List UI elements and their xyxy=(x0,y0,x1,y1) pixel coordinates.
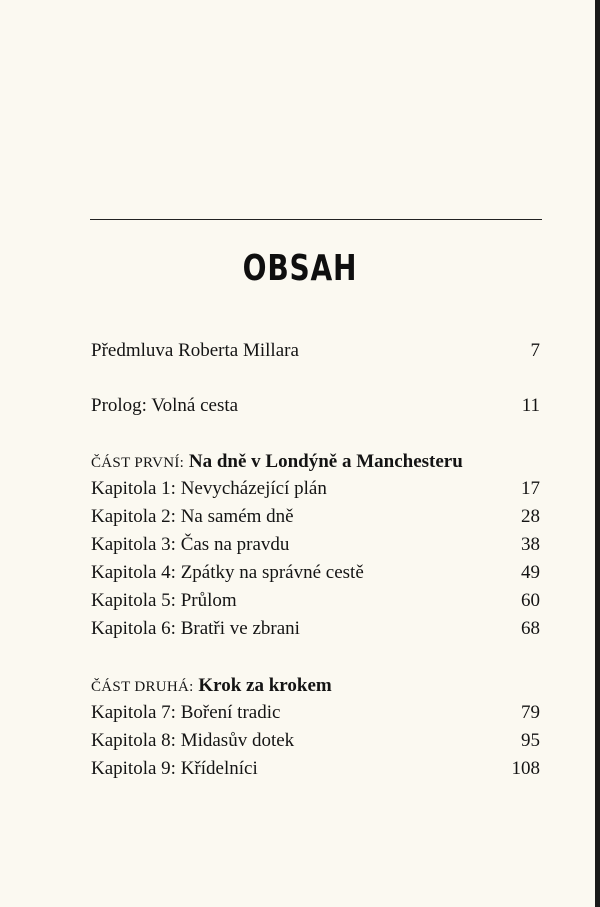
toc-entry xyxy=(91,560,540,586)
part-prefix: ČÁST DRUHÁ: xyxy=(91,679,194,695)
header-rule xyxy=(90,219,542,220)
toc-entry-page: 49 xyxy=(521,562,540,583)
toc-entry-page: 7 xyxy=(530,340,540,361)
toc-entry xyxy=(91,476,540,502)
toc-entry-label: Prolog: Volná cesta xyxy=(91,395,239,416)
toc-entry-label: Předmluva Roberta Millara xyxy=(91,340,299,361)
toc-entry-label: Kapitola 7: Boření tradic xyxy=(91,702,281,723)
toc-entry xyxy=(91,588,540,614)
toc-entry-page: 108 xyxy=(511,758,540,779)
toc-entry-label: Kapitola 2: Na samém dně xyxy=(91,506,294,527)
toc-entry xyxy=(91,393,540,419)
toc-entry-label: Kapitola 5: Průlom xyxy=(91,590,237,611)
toc-entry-page: 68 xyxy=(521,618,540,639)
toc-entry xyxy=(91,756,540,782)
toc-entry-page: 38 xyxy=(521,534,540,555)
toc-entry-label: Kapitola 9: Křídelníci xyxy=(91,758,258,779)
toc-entry-label: Kapitola 1: Nevycházející plán xyxy=(91,478,327,499)
part-title: Na dně v Londýně a Manchesteru xyxy=(188,451,463,472)
toc-entry xyxy=(91,728,540,754)
toc-entry-label: Kapitola 3: Čas na pravdu xyxy=(91,534,290,555)
toc-entry xyxy=(91,532,540,558)
toc-entry-label: Kapitola 8: Midasův dotek xyxy=(91,730,295,751)
part-heading xyxy=(91,673,332,699)
page-edge xyxy=(595,0,600,907)
toc-entry-page: 79 xyxy=(521,702,540,723)
toc-entry-label: Kapitola 6: Bratři ve zbrani xyxy=(91,618,300,639)
toc-entry-page: 95 xyxy=(521,730,540,751)
toc-entry xyxy=(91,616,540,642)
part-prefix: ČÁST PRVNÍ: xyxy=(91,455,185,471)
toc-entry-page: 11 xyxy=(521,395,540,416)
part-title: Krok za krokem xyxy=(198,675,332,696)
toc-entry xyxy=(91,700,540,726)
page-title: OBSAH xyxy=(242,248,358,289)
toc-entry-page: 28 xyxy=(521,506,540,527)
toc-entry xyxy=(91,504,540,530)
toc-entry xyxy=(91,338,540,364)
toc-entry-label: Kapitola 4: Zpátky na správné cestě xyxy=(91,562,364,583)
toc-entry-page: 60 xyxy=(521,590,540,611)
toc-entry-page: 17 xyxy=(521,478,540,499)
part-heading xyxy=(91,449,463,475)
